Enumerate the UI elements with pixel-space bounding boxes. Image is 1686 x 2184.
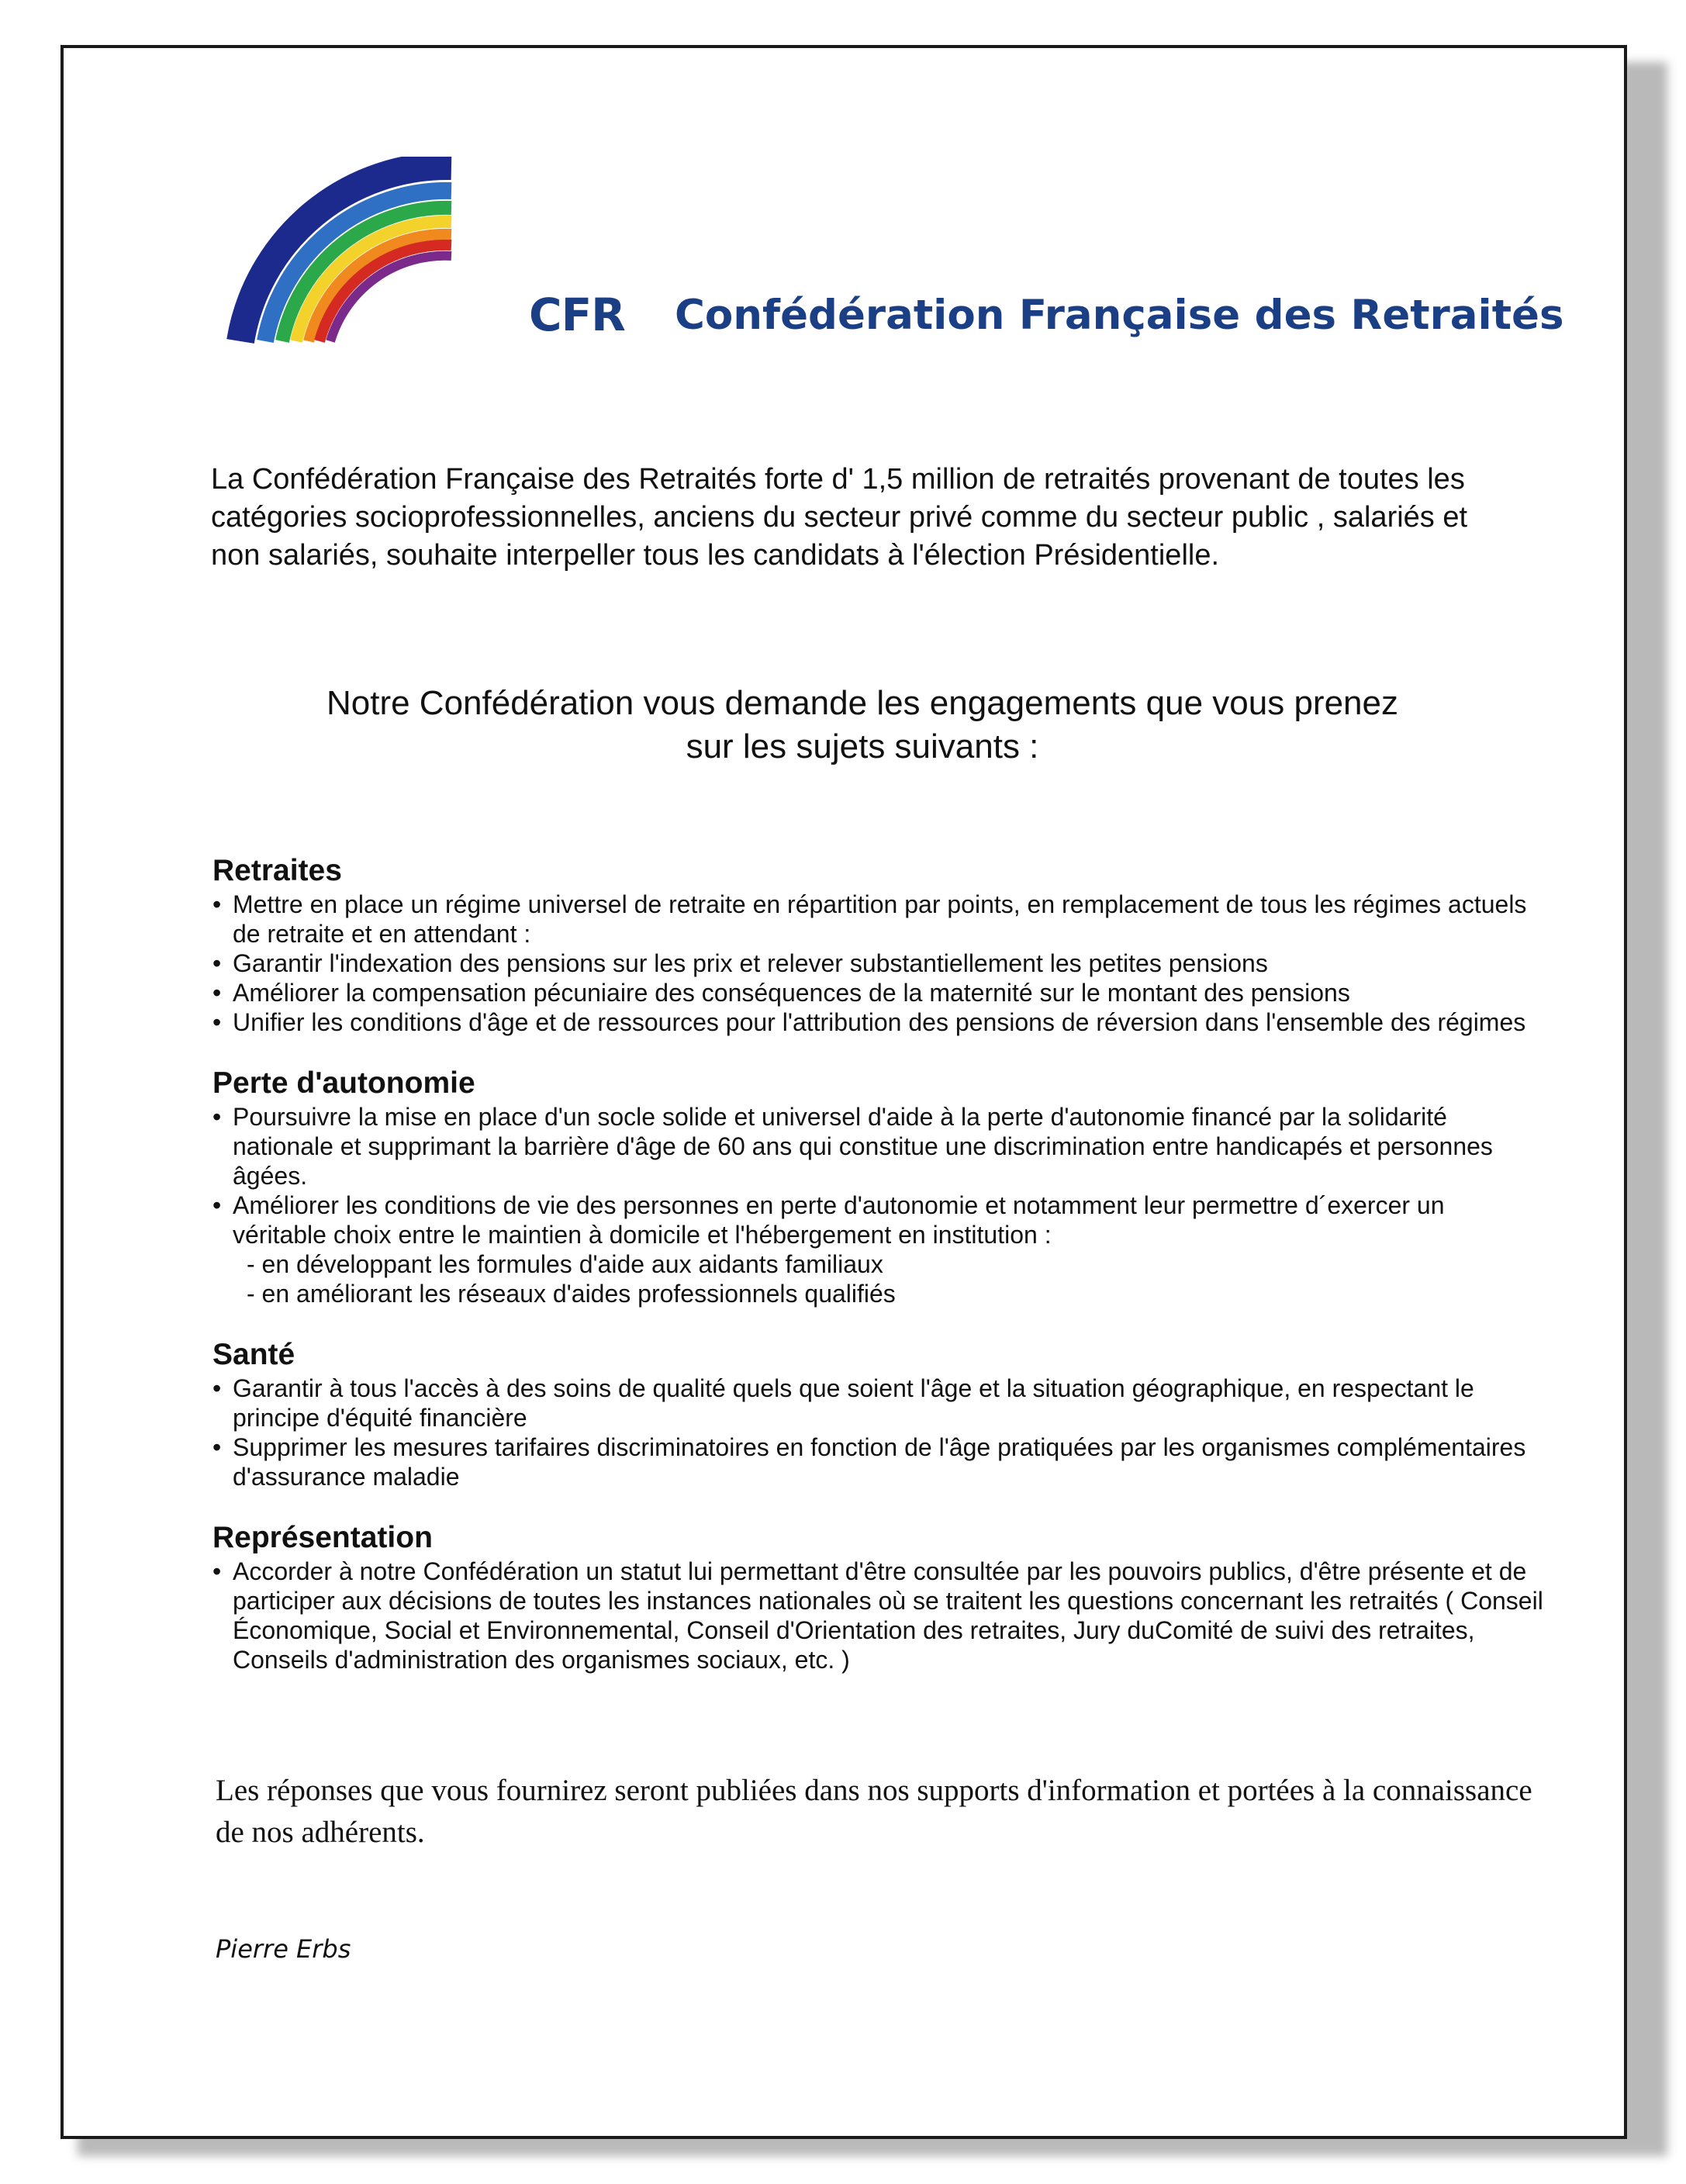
document-page	[60, 45, 1627, 2139]
bullet-list	[211, 1557, 1545, 1674]
section-title: Perte d'autonomie	[212, 1066, 475, 1100]
demand-line-2: sur les sujets suivants :	[686, 727, 1039, 765]
section-retraites	[211, 852, 1545, 1037]
bullet-list	[211, 1102, 1545, 1249]
list-item: • Mettre en place un régime universel de retraite en répartition par points, en remplacement de tous les régimes actuels de retraite et en attendant :	[211, 890, 1545, 949]
list-item: • Accorder à notre Confédération un statut lui permettant d'être consultée par les pouvoirs publics, d'être présente et de participer aux décisions de toutes les instances nationales où se traitent les questions concernant les retraités ( Conseil Économique, Social et Environnemental, Conseil d'Orientation des retraites, Jury duComité de suivi des retraites, Conseils d'administration des organismes sociaux, etc. )	[211, 1557, 1545, 1674]
list-item: • Garantir à tous l'accès à des soins de qualité quels que soient l'âge et la situation géographique, en respectant le principe d'équité financière	[211, 1374, 1545, 1432]
section-sante	[211, 1336, 1545, 1491]
section-title: Santé	[212, 1338, 295, 1371]
closing-paragraph: Les réponses que vous fournirez seront publiées dans nos supports d'information et portées à la connaissance de nos adhérents.	[216, 1774, 1532, 1849]
rainbow-logo-icon	[226, 157, 459, 351]
list-item: • Améliorer la compensation pécuniaire des conséquences de la maternité sur le montant des pensions	[211, 978, 1545, 1007]
bullet-list	[211, 1374, 1545, 1491]
signature: Pierre Erbs	[216, 1934, 351, 1964]
sub-list-item: - en développant les formules d'aide aux aidants familiaux	[247, 1250, 883, 1278]
organization-name: Confédération Française des Retraités	[675, 292, 1564, 339]
demand-line-1: Notre Confédération vous demande les engagements que vous prenez	[326, 684, 1398, 722]
sub-list-item: - en améliorant les réseaux d'aides professionnels qualifiés	[247, 1280, 896, 1308]
sections	[211, 852, 1545, 1702]
demand-heading	[211, 682, 1514, 769]
section-representation	[211, 1519, 1545, 1674]
list-item: • Poursuivre la mise en place d'un socle solide et universel d'aide à la perte d'autonomie financé par la solidarité nationale et supprimant la barrière d'âge de 60 ans qui constitue une discrimination entre handicapés et personnes âgées.	[211, 1102, 1545, 1190]
bullet-list	[211, 890, 1545, 1037]
section-title: Retraites	[212, 854, 342, 887]
section-title: Représentation	[212, 1521, 433, 1554]
letterhead	[226, 157, 1564, 358]
list-item: • Améliorer les conditions de vie des personnes en perte d'autonomie et notamment leur permettre d´exercer un véritable choix entre le maintien à domicile et l'hébergement en institution :	[211, 1190, 1545, 1249]
organization-acronym: CFR	[529, 289, 625, 341]
sub-list	[211, 1249, 1545, 1308]
list-item: • Unifier les conditions d'âge et de ressources pour l'attribution des pensions de réversion dans l'ensemble des régimes	[211, 1007, 1545, 1037]
list-item: • Supprimer les mesures tarifaires discriminatoires en fonction de l'âge pratiquées par les organismes complémentaires d'assurance maladie	[211, 1432, 1545, 1491]
section-perte-autonomie	[211, 1065, 1545, 1308]
intro-paragraph: La Confédération Française des Retraités forte d' 1,5 million de retraités provenant de toutes les catégories socioprofessionnelles, anciens du secteur privé comme du secteur public , salariés et non salariés, souhaite interpeller tous les candidats à l'élection Présidentielle.	[211, 463, 1468, 572]
list-item: • Garantir l'indexation des pensions sur les prix et relever substantiellement les petites pensions	[211, 949, 1545, 978]
